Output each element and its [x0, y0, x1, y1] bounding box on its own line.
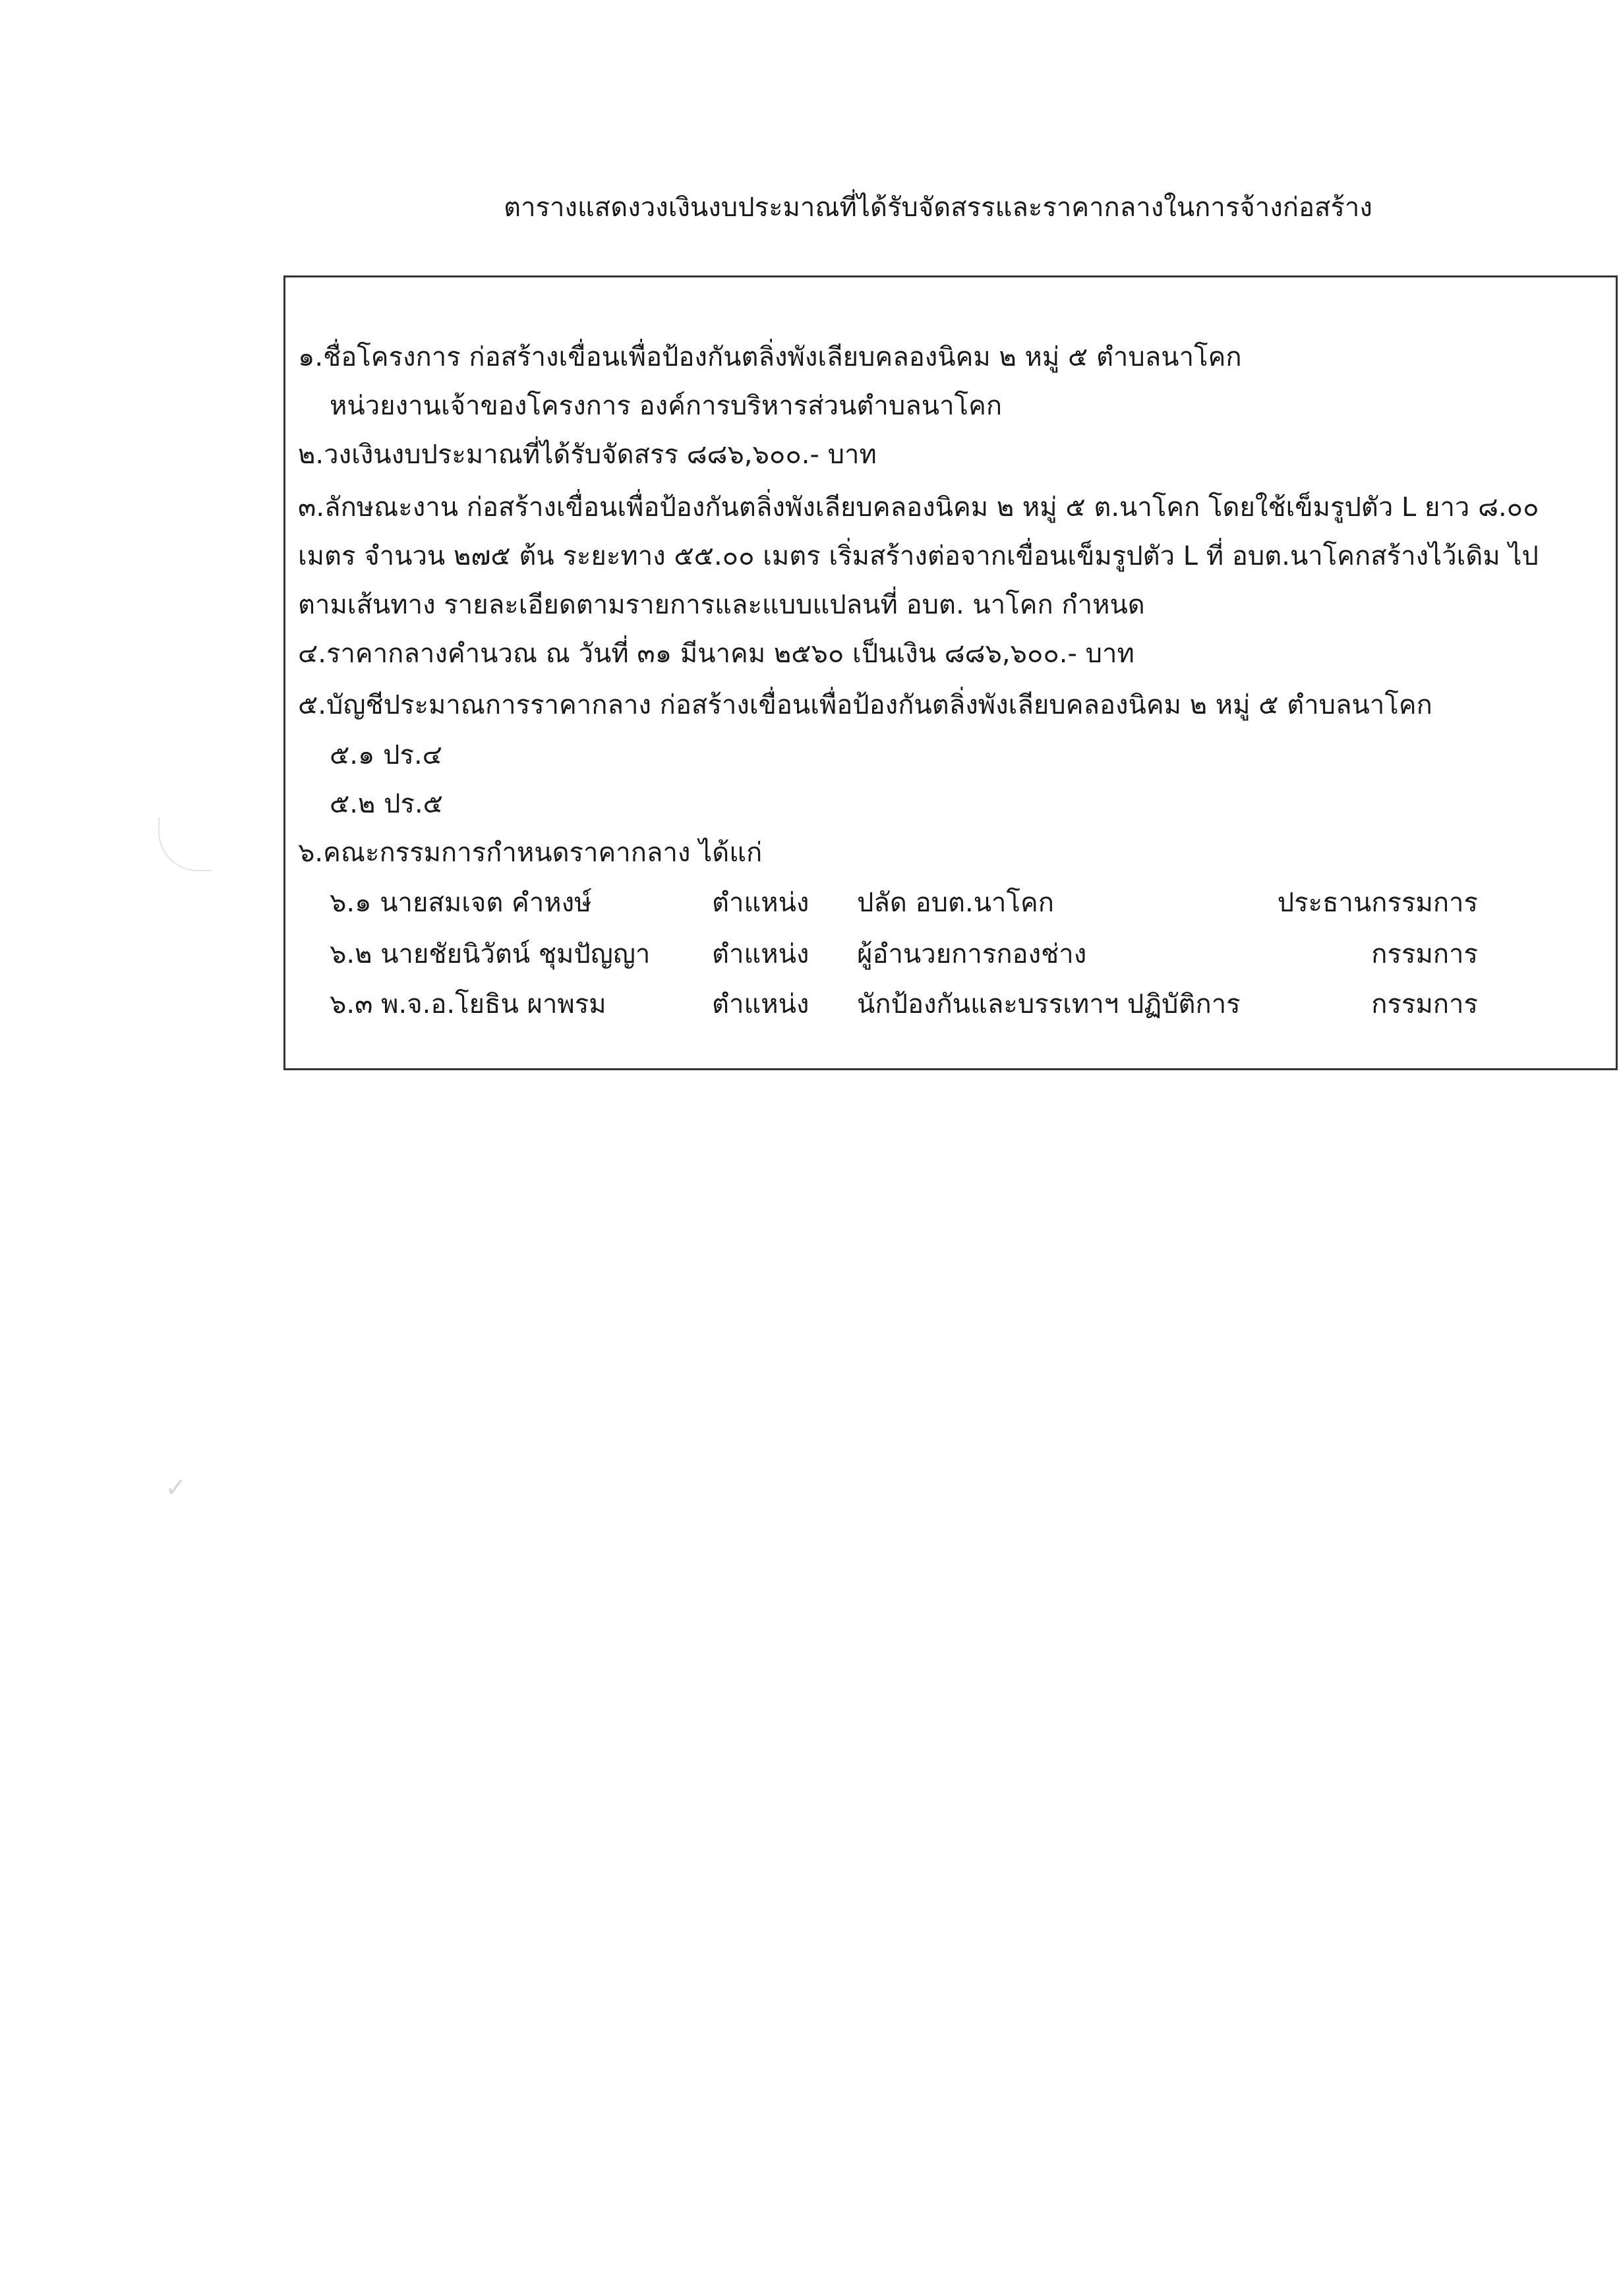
committee-member-name: ๖.๓ พ.จ.อ.โยธิน ผาพรม [330, 989, 606, 1019]
committee-member-name: ๖.๑ นายสมเจต คำหงษ์ [330, 888, 592, 918]
estimate-list-heading: ๕.บัญชีประมาณการราคากลาง ก่อสร้างเขื่อนเพื่อป้องกันตลิ่งพังเลียบคลองนิคม ๒ หมู่ ๕ ตำบลนาโคก [298, 690, 1432, 720]
budget: ๒.วงเงินงบประมาณที่ได้รับจัดสรร ๘๘๖,๖๐๐.- บาท [298, 440, 877, 470]
committee-role: ประธานกรรมการ [1277, 888, 1478, 918]
estimate-item-1: ๕.๑ ปร.๔ [330, 740, 442, 770]
committee-role: กรรมการ [1371, 989, 1478, 1019]
scan-artifact-check: ✓ [165, 1473, 187, 1503]
committee-heading: ๖.คณะกรรมการกำหนดราคากลาง ได้แก่ [298, 838, 763, 868]
committee-position-label: ตำแหน่ง [712, 939, 810, 969]
document-title: ตารางแสดงวงเงินงบประมาณที่ได้รับจัดสรรและราคากลางในการจ้างก่อสร้าง [504, 192, 1372, 223]
committee-position-label: ตำแหน่ง [712, 989, 810, 1019]
committee-position: ปลัด อบต.นาโคก [857, 888, 1054, 918]
work-description-line-2: เมตร จำนวน ๒๗๕ ต้น ระยะทาง ๕๕.๐๐ เมตร เริ่มสร้างต่อจากเขื่อนเข็มรูปตัว L ที่ อบต.นาโคกสร้างไว้เดิม ไป [298, 541, 1539, 571]
committee-role: กรรมการ [1371, 939, 1478, 969]
estimate-item-2: ๕.๒ ปร.๕ [330, 789, 443, 819]
committee-position: นักป้องกันและบรรเทาฯ ปฏิบัติการ [857, 989, 1241, 1019]
committee-member-name: ๖.๒ นายชัยนิวัตน์ ชุมปัญญา [330, 939, 651, 969]
project-name: ๑.ชื่อโครงการ ก่อสร้างเขื่อนเพื่อป้องกันตลิ่งพังเลียบคลองนิคม ๒ หมู่ ๕ ตำบลนาโคก [298, 342, 1242, 372]
committee-position: ผู้อำนวยการกองช่าง [857, 939, 1087, 969]
median-price: ๔.ราคากลางคำนวณ ณ วันที่ ๓๑ มีนาคม ๒๕๖๐ เป็นเงิน ๘๘๖,๖๐๐.- บาท [298, 639, 1134, 669]
committee-position-label: ตำแหน่ง [712, 888, 810, 918]
scan-artifact [158, 817, 212, 871]
work-description-line-3: ตามเส้นทาง รายละเอียดตามรายการและแบบแปลนที่ อบต. นาโคก กำหนด [298, 590, 1145, 620]
owner-agency: หน่วยงานเจ้าของโครงการ องค์การบริหารส่วนตำบลนาโคก [330, 391, 1003, 421]
work-description-line-1: ๓.ลักษณะงาน ก่อสร้างเขื่อนเพื่อป้องกันตลิ่งพังเลียบคลองนิคม ๒ หมู่ ๕ ต.นาโคก โดยใช้เข็มรูปตัว L ยาว ๘.๐๐ [298, 492, 1539, 523]
